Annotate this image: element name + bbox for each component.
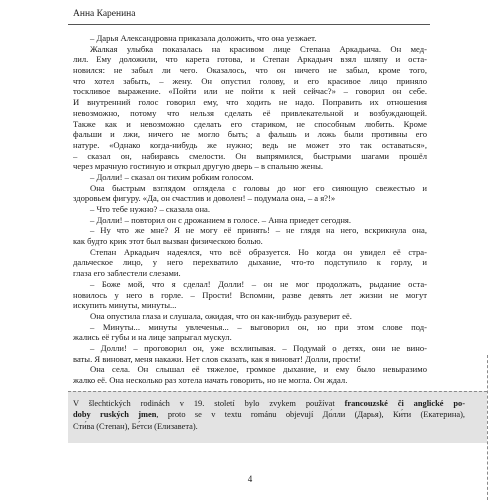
footnote-emphasis: doby ruských jmen (73, 410, 157, 420)
footnote-line (73, 421, 465, 432)
text-line: лил. Ему доложили, что карета готова, и Степан Аркадьич взял шляпу и оста- (73, 54, 427, 65)
footnote-segment: Сти́ва (Степан), Бе́тси (Елизавета). (73, 421, 198, 431)
footnote-emphasis: francouzské či anglické po- (344, 399, 465, 408)
text-line: – Дарья Александровна приказала доложить, что она уезжает. (90, 33, 317, 43)
footnote-segment: , proto se v textu románu objevují До́лли (Дарья), Ки́ти (Екатерина), (156, 410, 465, 420)
footnote-box (68, 391, 487, 443)
footnote-line (73, 409, 465, 420)
book-title: Анна Каренина (73, 9, 136, 19)
paragraph (73, 279, 427, 311)
text-line: – Боже мой, что я сделал! Долли! – он не мог продолжать, рыдание оста- (90, 278, 427, 289)
running-header (68, 6, 430, 25)
text-line: – сказал он, набираясь смелости. Он выпрямился, быстрыми шагами прошёл (73, 150, 427, 161)
text-line: Она быстрым взглядом оглядела с головы до ног его сияющую свежестью и (90, 182, 427, 193)
paragraph (73, 225, 427, 246)
paragraph (73, 183, 427, 204)
paragraph (73, 322, 427, 343)
paragraph (73, 343, 427, 364)
text-line: ваты. Я виноват, меня накажи. Нет слов сказать, как я виноват! Долли, прости! (73, 353, 362, 364)
text-line: Также как и невозможно сделать его стариком, не способным любить. Кроме (73, 118, 427, 129)
text-line: искупить минуты, минуты... (73, 300, 177, 311)
text-line: – Ну что же мне? Я не могу её принять! – не глядя на него, вскрикнула она, (90, 225, 427, 236)
text-line: И внутренний голос говорил ему, что ходить не надо. Поправить их отношения (73, 97, 427, 108)
text-line: – Долли! – проговорил он, уже всхлипывая. – Подумай о детях, они не вино- (90, 342, 427, 353)
text-line: жались её губы и на лице запрыгал мускул. (73, 332, 232, 343)
paragraph (73, 44, 427, 172)
text-line: – Долли! – повторил он с дрожанием в голосе. – Анна приедет сегодня. (90, 214, 352, 225)
text-line: невозможно, потому что нельзя сделать её привлекательной и возбуждающей. (73, 107, 427, 118)
text-line: новилось у него в горле. – Прости! Вспомни, разве девять лет жизни не могут (73, 289, 427, 300)
text-line: что хотел забыть, – жену. Он опустил голову, и его красивое лицо приняло (73, 75, 427, 86)
text-line: через мрачную гостиную и открыл другую дверь – в спальню жены. (73, 161, 324, 172)
text-line: жалко её. Она несколько раз хотела начать говорить, но не могла. Он ждал. (73, 375, 348, 385)
paragraph (73, 204, 427, 215)
footnote-line (73, 398, 465, 409)
text-line: натуре. «Однако когда-нибудь же нужно; ведь не может это так оставаться», (73, 139, 427, 150)
paragraph (73, 33, 427, 44)
text-line: – Что тебе нужно? – сказала она. (90, 204, 211, 214)
text-line: глаза его заблестели слезами. (73, 268, 181, 279)
text-line: Она села. Он слышал её тяжелое, громкое дыхание, и ему было невыразимо (90, 364, 427, 375)
text-line: – Долли! – сказал он тихим робким голосом. (90, 171, 254, 182)
footnote-segment: V šlechtických rodinách v 19. století bylo zvykem používat (73, 399, 345, 408)
text-line: здоровьем фигуру. «Да, он счастлив и доволен! – подумала она, – а я?!» (73, 193, 336, 204)
paragraph (73, 215, 427, 226)
paragraph (73, 311, 427, 322)
text-line: новился: не забыл ли чего. Оказалось, что он ничего не забыл, кроме того, (73, 65, 427, 76)
text-line: Она опустила глаза и слушала, ожидая, что он как-нибудь разуверит её. (90, 310, 352, 321)
paragraph (73, 247, 427, 279)
footnote-text (73, 398, 465, 432)
text-line: – Минуты... минуты увлеченья... – выговорил он, но при этом слове под- (90, 321, 427, 332)
text-line: как будто крик этот был вызван физическою болью. (73, 236, 263, 247)
page-number: 4 (247, 474, 253, 484)
text-line: тоскливое выражение. «Пойти или не пойти к ней сейчас?» – говорил он себе. (73, 86, 427, 97)
text-line: фальши и лжи, ничего не могло быть; а фальшь и ложь были противны его (73, 129, 427, 140)
paragraph (73, 364, 427, 385)
paragraph (73, 172, 427, 183)
body-text (73, 33, 427, 386)
text-line: дальческое лицо, у него перехватило дыхание, что-то подступило к горлу, и (73, 257, 427, 268)
perforation-line (487, 355, 488, 500)
text-line: Жалкая улыбка показалась на красивом лице Степана Аркадьича. Он мед- (90, 43, 427, 54)
text-line: Степан Аркадьич надеялся, что всё образуется. Но когда он увидел её стра- (90, 246, 427, 257)
